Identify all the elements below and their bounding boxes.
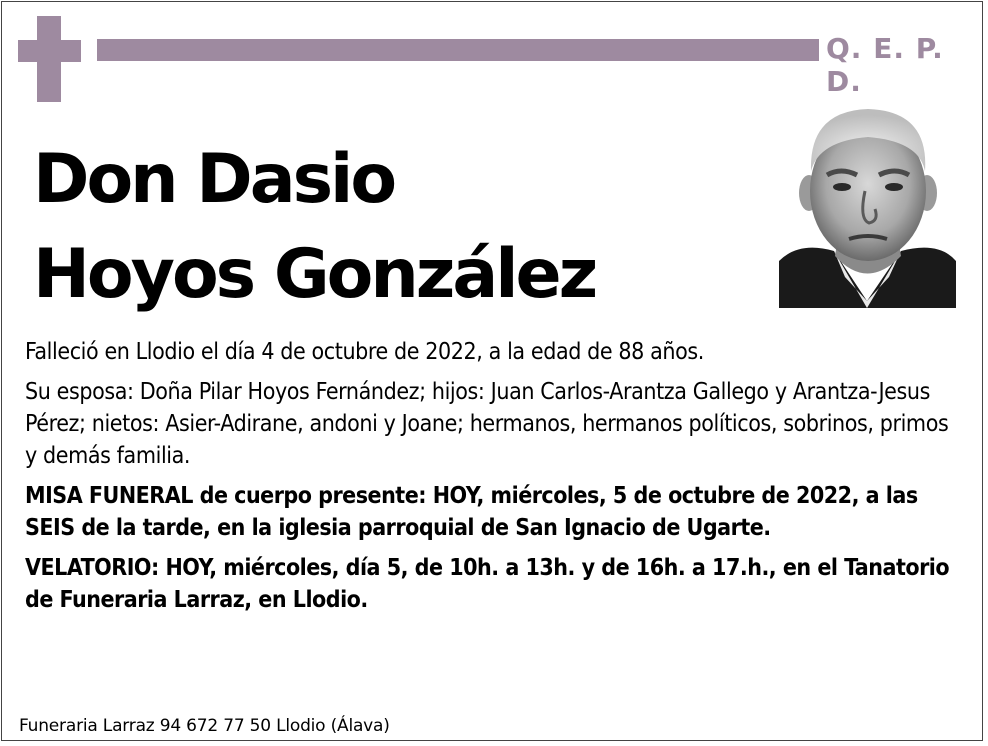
death-notice: Falleció en Llodio el día 4 de octubre de 2022, a la edad de 88 años.: [25, 339, 704, 365]
wake-info: VELATORIO: HOY, miércoles, día 5, de 10h. a 13h. y de 16h. a 17.h., en el Tanatorio de Funeraria Larraz, en Llodio.: [25, 555, 950, 613]
family-list: Su esposa: Doña Pilar Hoyos Fernández; hijos: Juan Carlos-Arantza Gallego y Arantza-Jesus Pérez; nietos: Asier-Adirane, andoni y Joane; hermanos, hermanos políticos, sobrinos, primos y demás familia.: [25, 379, 949, 469]
name-line-1: Don Dasio: [33, 140, 395, 219]
cross-horizontal-bar: [18, 40, 81, 62]
portrait-photo: [779, 101, 956, 308]
qepd-label: Q. E. P. D.: [826, 32, 944, 98]
funeral-mass: MISA FUNERAL de cuerpo presente: HOY, miércoles, 5 de octubre de 2022, a las SEIS de la tarde, en la iglesia parroquial de San Ignacio de Ugarte.: [25, 483, 918, 541]
header-rule: [97, 39, 819, 61]
deceased-name: [33, 132, 595, 322]
name-line-2: Hoyos González: [33, 235, 596, 314]
obituary-body: [25, 336, 965, 624]
funeral-home-footer: Funeraria Larraz 94 672 77 50 Llodio (Álava): [19, 716, 390, 736]
